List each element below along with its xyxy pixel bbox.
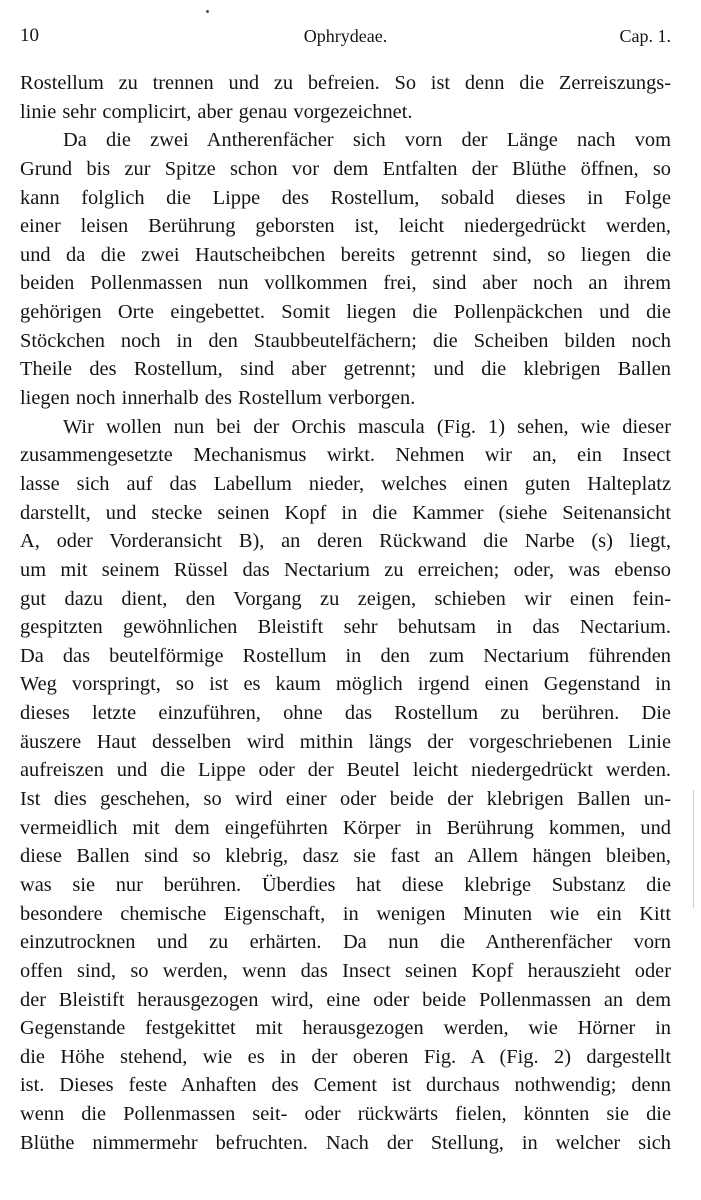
text-line: einzutrocknen und zu erhärten. Da nun die Antherenfächer vorn — [20, 931, 671, 954]
text-line: diese Ballen sind so klebrig, dasz sie fast an Allem hängen bleiben, — [20, 845, 671, 868]
text-line: vermeidlich mit dem eingeführten Körper in Berührung kommen, und — [20, 816, 671, 839]
text-line: lasse sich auf das Labellum nieder, welches einen guten Halteplatz — [20, 472, 671, 495]
text-line: um mit seinem Rüssel das Nectarium zu erreichen; oder, was ebenso — [20, 558, 671, 581]
text-line: die Höhe stehend, wie es in der oberen Fig. A (Fig. 2) dargestellt — [20, 1045, 671, 1068]
text-line: beiden Pollenmassen nun vollkommen frei, sind aber noch an ihrem — [20, 272, 671, 295]
text-line: besondere chemische Eigenschaft, in wenigen Minuten wie ein Kitt — [20, 902, 671, 925]
text-line: offen sind, so werden, wenn das Insect seinen Kopf herauszieht oder — [20, 959, 671, 982]
text-line: was sie nur berühren. Überdies hat diese klebrige Substanz die — [20, 873, 671, 896]
running-title: Ophrydeae. — [303, 26, 388, 46]
text-line: Ist dies geschehen, so wird einer oder beide der klebrigen Ballen un- — [20, 788, 671, 811]
text-line: Rostellum zu trennen und zu befreien. So ist denn die Zerreiszungs- — [20, 72, 671, 94]
text-line: A, oder Vorderansicht B), an deren Rückwand die Narbe (s) liegt, — [20, 530, 671, 553]
text-line: Wir wollen nun bei der Orchis mascula (Fig. 1) sehen, wie dieser — [63, 415, 671, 438]
text-line: einer leisen Berührung geborsten ist, leicht niedergedrückt werden, — [20, 215, 671, 238]
text-line: Da die zwei Antherenfächer sich vorn der Länge nach vom — [63, 129, 671, 152]
text-line: ist. Dieses feste Anhaften des Cement ist durchaus nothwendig; denn — [20, 1074, 671, 1097]
text-line: zusammengesetzte Mechanismus wirkt. Nehmen wir an, ein Insect — [20, 444, 671, 467]
text-line: Grund bis zur Spitze schon vor dem Entfalten der Blüthe öffnen, so — [20, 157, 671, 180]
text-line: Theile des Rostellum, sind aber getrennt; und die klebrigen Ballen — [20, 358, 671, 381]
text-line: gespitzten gewöhnlichen Bleistift sehr behutsam in das Nectarium. — [20, 616, 671, 639]
text-line: aufreiszen und die Lippe oder der Beutel leicht niedergedrückt werden. — [20, 759, 671, 782]
text-line: linie sehr complicirt, aber genau vorgezeichnet. — [20, 100, 413, 123]
text-line: Gegenstande festgekittet mit herausgezogen werden, wie Hörner in — [20, 1017, 671, 1040]
text-line: wenn die Pollenmassen seit- oder rückwärts fielen, könnten sie die — [20, 1103, 671, 1126]
text-line: kann folglich die Lippe des Rostellum, sobald dieses in Folge — [20, 186, 671, 209]
text-line: äuszere Haut desselben wird mithin längs der vorgeschriebenen Linie — [20, 730, 671, 753]
text-line: gehörigen Orte eingebettet. Somit liegen die Pollenpäckchen und die — [20, 301, 671, 324]
text-line: Da das beutelförmige Rostellum in den zum Nectarium führenden — [20, 644, 671, 667]
text-line: gut dazu dient, den Vorgang zu zeigen, schieben wir einen fein- — [20, 587, 671, 610]
text-line: Stöckchen noch in den Staubbeutelfächern; die Scheiben bilden noch — [20, 329, 671, 352]
text-line: dieses letzte einzuführen, ohne das Rostellum zu berühren. Die — [20, 702, 671, 725]
book-page — [20, 20, 671, 1157]
text-line: darstellt, und stecke seinen Kopf in die Kammer (siehe Seitenansicht — [20, 501, 671, 524]
text-line: der Bleistift herausgezogen wird, eine oder beide Pollenmassen an dem — [20, 988, 671, 1011]
text-line: Weg vorspringt, so ist es kaum möglich irgend einen Gegenstand in — [20, 673, 671, 696]
text-line: Blüthe nimmermehr befruchten. Nach der Stellung, in welcher sich — [20, 1131, 671, 1154]
text-line: liegen noch innerhalb des Rostellum verborgen. — [20, 387, 416, 410]
text-line: und da die zwei Hautscheibchen bereits getrennt sind, so liegen die — [20, 243, 671, 266]
scan-speck — [206, 10, 209, 13]
chapter-label: Cap. 1. — [619, 26, 671, 46]
body-text — [20, 69, 671, 1157]
scan-margin-mark — [693, 790, 694, 908]
page-number: 10 — [20, 25, 39, 46]
running-header — [20, 20, 671, 56]
